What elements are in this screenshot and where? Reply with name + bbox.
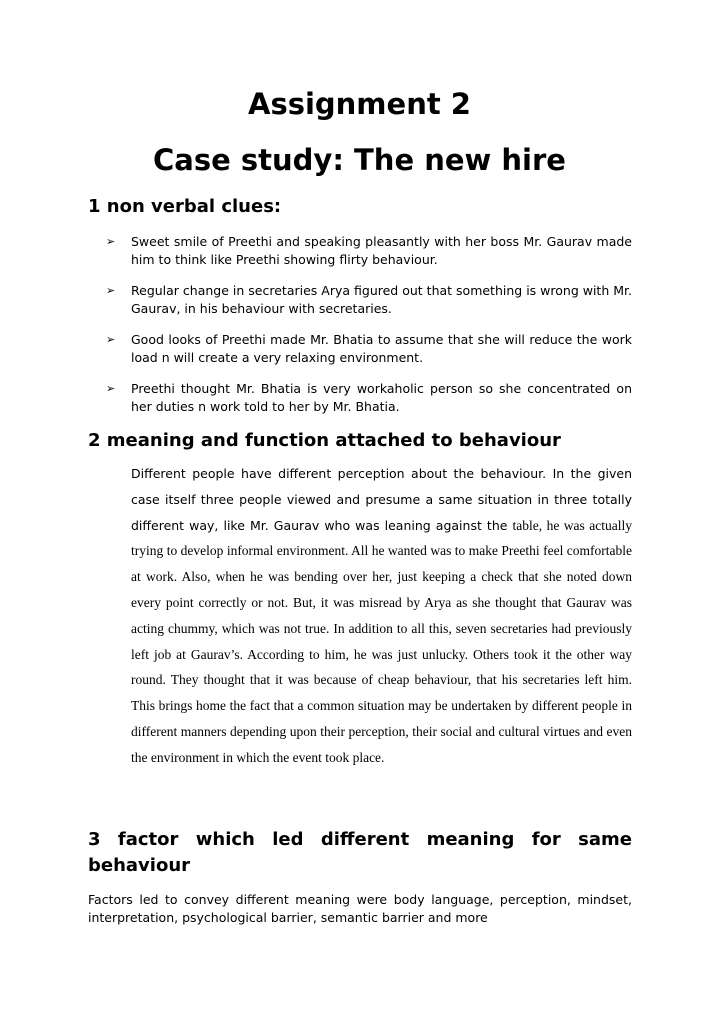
list-item (106, 233, 632, 269)
list-item (106, 331, 632, 367)
list-item-text: Good looks of Preethi made Mr. Bhatia to assume that she will reduce the work load n will create a very relaxing environment. (131, 332, 632, 365)
non-verbal-clues-list (106, 233, 632, 429)
section-1-heading: 1 non verbal clues: (88, 196, 282, 217)
list-item (106, 380, 632, 416)
assignment-title: Assignment 2 (248, 87, 471, 121)
arrow-bullet-icon: ➢ (106, 284, 116, 297)
section-3-heading: 3 factor which led different meaning for same behaviour (88, 829, 632, 876)
arrow-bullet-icon: ➢ (106, 333, 116, 346)
arrow-bullet-icon: ➢ (106, 382, 116, 395)
case-study-title: Case study: The new hire (153, 143, 566, 177)
list-item-text: Regular change in secretaries Arya figured out that something is wrong with Mr. Gaurav, in his behaviour with secretaries. (131, 283, 632, 316)
list-item-text: Sweet smile of Preethi and speaking pleasantly with her boss Mr. Gaurav made him to think like Preethi showing flirty behaviour. (131, 234, 632, 267)
section-3-paragraph: Factors led to convey different meaning were body language, perception, mindset, interpretation, psychological barrier, semantic barrier and more (88, 892, 632, 925)
list-item-text: Preethi thought Mr. Bhatia is very workaholic person so she concentrated on her duties n work told to her by Mr. Bhatia. (131, 381, 632, 414)
section-2-heading: 2 meaning and function attached to behaviour (88, 430, 561, 451)
section-2-paragraph (131, 462, 632, 772)
list-item (106, 282, 632, 318)
arrow-bullet-icon: ➢ (106, 235, 116, 248)
paragraph-text-part-1: Different people have different perception about the behaviour. In the given case itself three people viewed and presume a same situation in three totally different way, like Mr. Gaurav who was leaning against the (131, 466, 632, 533)
paragraph-text-part-2: table, he was actually trying to develop informal environment. All he wanted was to make Preethi feel comfortable at work. Also, when he was bending over her, just keeping a check that she noted down every point correctly or not. But, it was misread by Arya as she thought that Gaurav was acting chummy, which was not true. In addition to all this, seven secretaries had previously left job at Gaurav’s. According to him, he was just unlucky. Others took it the other way round. They thought that it was because of cheap behaviour, that his secretaries left him. This brings home the fact that a common situation may be undertaken by different people in different manners depending upon their perception, their social and cultural virtues and even the environment in which the event took place. (131, 517, 632, 765)
